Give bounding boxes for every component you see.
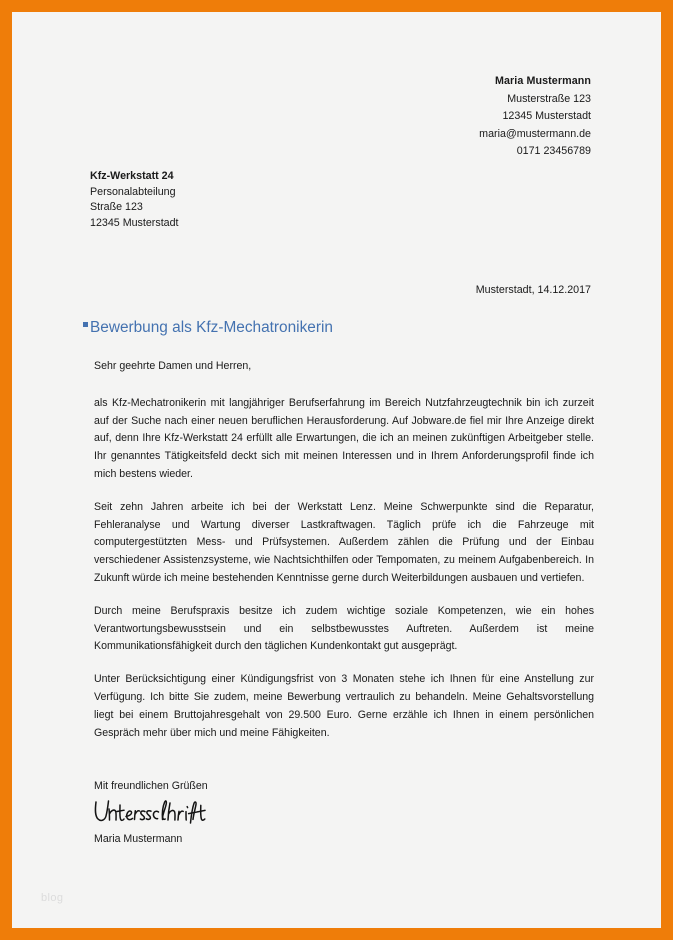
handwritten-signature-image <box>92 797 210 831</box>
subject-heading: Bewerbung als Kfz-Mechatronikerin <box>90 319 333 336</box>
recipient-street: Straße 123 <box>90 201 143 214</box>
recipient-company: Kfz-Werkstatt 24 <box>90 170 174 182</box>
sender-phone: 0171 23456789 <box>516 145 591 158</box>
signer-name: Maria Mustermann <box>94 833 183 845</box>
sender-address-block <box>479 73 591 161</box>
square-bullet-icon <box>83 322 88 327</box>
recipient-address-block <box>90 169 179 231</box>
closing-block <box>94 779 210 847</box>
closing-phrase: Mit freundlichen Grüßen <box>94 780 208 792</box>
body-paragraph-1: als Kfz-Mechatronikerin mit langjähriger Berufserfahrung im Bereich Nutzfahrzeugtechnik bin ich zurzeit auf der Suche nach einer neuen beruflichen Herausforderung. Auf Jobware.de fiel mir Ihre Anzeige direkt auf, denn Ihre Kfz-Werkstatt 24 erfüllt alle Erwartungen, die ich an meinen zukünftigen Arbeitgeber stelle. Ihr genanntes Tätigkeitsfeld deckt sich mit meinen Interessen und in Ihrem Anforderungsprofil finde ich mich bestens wieder. <box>94 396 594 480</box>
letter-body <box>94 358 594 742</box>
sender-street: Musterstraße 123 <box>507 92 591 105</box>
body-paragraph-3: Durch meine Berufspraxis besitze ich zudem wichtige soziale Kompetenzen, wie ein hohes Verantwortungsbewusstsein und ein selbstbewusstes Auftreten. Außerdem ist meine Kommunikationsfähigkeit durch den täglichen Kundenkontakt gut ausgeprägt. <box>94 604 594 653</box>
place-and-date: Musterstadt, 14.12.2017 <box>475 284 591 296</box>
body-paragraph-4: Unter Berücksichtigung einer Kündigungsfrist von 3 Monaten stehe ich Ihnen für eine Anstellung zur Verfügung. Ich bitte Sie zudem, meine Bewerbung vertraulich zu behandeln. Meine Gehaltsvorstellung liegt bei einem Bruttojahresgehalt von 29.500 Euro. Gerne erzähle ich Ihnen in einem persönlichen Gespräch mehr über mich und meine Fähigkeiten. <box>94 673 594 739</box>
salutation: Sehr geehrte Damen und Herren, <box>94 360 252 372</box>
letter-page <box>12 12 661 928</box>
sender-email: maria@mustermann.de <box>479 127 591 140</box>
sender-name: Maria Mustermann <box>494 75 591 87</box>
blog-watermark: blog <box>41 892 64 904</box>
body-paragraph-2: Seit zehn Jahren arbeite ich bei der Werkstatt Lenz. Meine Schwerpunkte sind die Reparatur, Fehleranalyse und Wartung diverser Lastkraftwagen. Täglich prüfe ich die Fahrzeuge mit computergestützten Mess- und Prüfsystemen. Außerdem zählen die Prüfung und der Einbau verschiedener Assistenzsysteme, wie Nachtsichthilfen oder Tempomaten, zu meinem Aufgabenbereich. In Zukunft würde ich meine bestehenden Kenntnisse gerne durch Weiterbildungen ausbauen und vertiefen. <box>94 500 594 584</box>
sender-city: 12345 Musterstadt <box>502 110 591 123</box>
recipient-city: 12345 Musterstadt <box>90 216 179 229</box>
recipient-department: Personalabteilung <box>90 185 176 198</box>
